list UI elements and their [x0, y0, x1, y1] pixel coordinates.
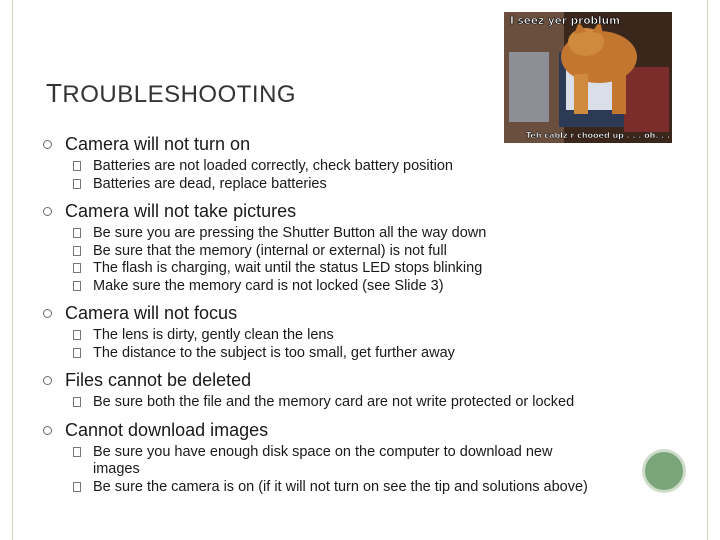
checkbox-bullet-icon — [73, 281, 81, 291]
checkbox-bullet-icon — [73, 179, 81, 189]
list-item: Be sure you are pressing the Shutter Button all the way down — [40, 225, 650, 243]
right-border-line — [707, 0, 708, 540]
checkbox-bullet-icon — [73, 246, 81, 256]
list-item: The flash is charging, wait until the status LED stops blinking — [40, 260, 650, 278]
checkbox-bullet-icon — [73, 161, 81, 171]
list-item: Be sure you have enough disk space on the computer to download new images — [40, 444, 650, 479]
list-item: Be sure that the memory (internal or external) is not full — [40, 243, 650, 261]
list-item: Be sure both the file and the memory card are not write protected or locked — [40, 394, 650, 412]
list-item: Make sure the memory card is not locked (see Slide 3) — [40, 278, 650, 296]
list-item: Be sure the camera is on (if it will not turn on see the tip and solutions above) — [40, 479, 650, 497]
checkbox-bullet-icon — [73, 263, 81, 273]
section-heading: Cannot download images — [40, 419, 650, 441]
meme-caption-bottom: Teh cablz r chooed up . . . oh. . . — [526, 131, 671, 140]
list-item: The distance to the subject is too small, get further away — [40, 345, 650, 363]
checkbox-bullet-icon — [73, 330, 81, 340]
list-item: Batteries are not loaded correctly, check battery position — [40, 158, 650, 176]
checkbox-bullet-icon — [73, 228, 81, 238]
decorative-circle — [642, 449, 686, 493]
section-heading: Files cannot be deleted — [40, 369, 650, 391]
troubleshooting-list — [40, 126, 650, 496]
list-item: Batteries are dead, replace batteries — [40, 176, 650, 194]
checkbox-bullet-icon — [73, 447, 81, 457]
section-heading: Camera will not take pictures — [40, 200, 650, 222]
slide-title: TROUBLESHOOTING — [46, 78, 297, 108]
section-heading: Camera will not turn on — [40, 133, 650, 155]
checkbox-bullet-icon — [73, 348, 81, 358]
checkbox-bullet-icon — [73, 482, 81, 492]
section-heading: Camera will not focus — [40, 302, 650, 324]
meme-caption-top: I seez yer problum — [510, 15, 621, 27]
checkbox-bullet-icon — [73, 397, 81, 407]
left-border-line — [12, 0, 13, 540]
cat-meme-image — [504, 12, 672, 143]
list-item: The lens is dirty, gently clean the lens — [40, 327, 650, 345]
